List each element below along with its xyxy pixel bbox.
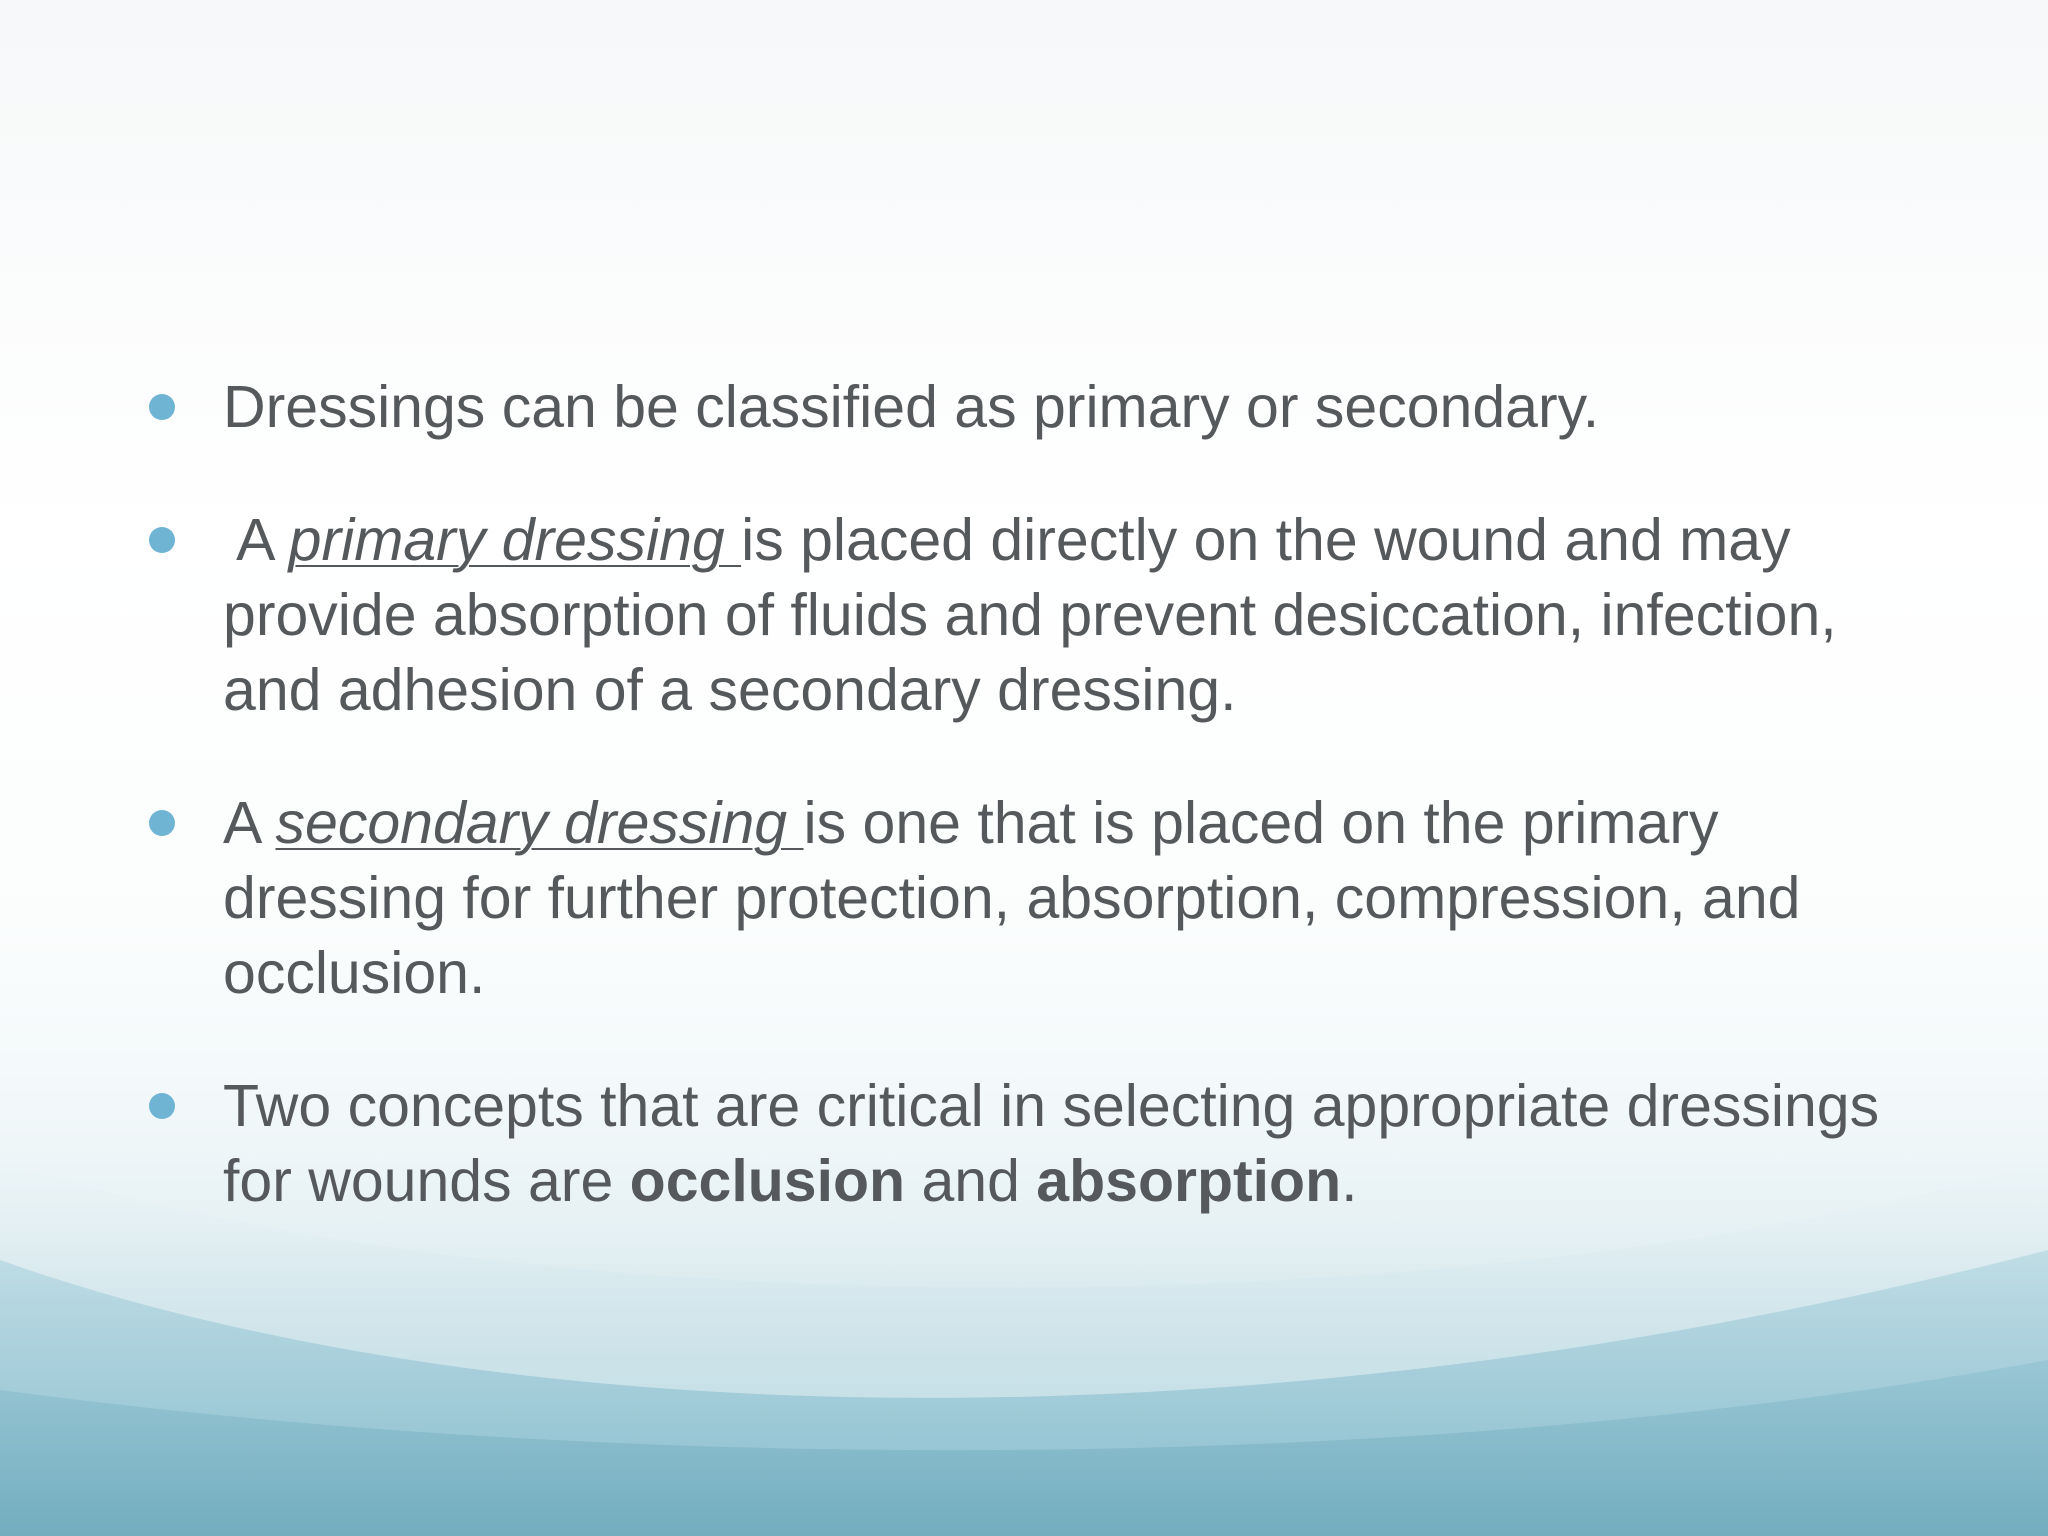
bullet-dot-icon: [149, 527, 175, 553]
bullet-item: [145, 1069, 1925, 1219]
bullet-list: [145, 370, 1925, 1277]
bullet-dot-icon: [149, 1093, 175, 1119]
bullet-item: [145, 370, 1925, 445]
bullet-prefix: A: [223, 507, 289, 573]
bullet-dot-icon: [149, 394, 175, 420]
bullet-dot-icon: [149, 810, 175, 836]
keyword-occlusion: occlusion: [629, 1148, 906, 1214]
bullet-item: [145, 786, 1925, 1011]
bullet-rest: is placed directly on the wound and may provide absorption of fluids and prevent desiccation, infection, and adhesion of a secondary dressing.: [223, 507, 1837, 723]
bullet-prefix: A: [223, 790, 276, 856]
bullet-suffix: .: [1341, 1148, 1358, 1214]
term-primary-dressing: primary dressing: [288, 507, 742, 573]
bullet-item: [145, 503, 1925, 728]
bullet-text: Dressings can be classified as primary or secondary.: [223, 374, 1600, 440]
term-secondary-dressing: secondary dressing: [275, 790, 804, 856]
bullet-middle: and: [905, 1148, 1037, 1214]
bullet-rest: is one that is placed on the primary dressing for further protection, absorption, compression, and occlusion.: [223, 790, 1801, 1006]
keyword-absorption: absorption: [1036, 1148, 1342, 1214]
bullet-prefix: Two concepts that are critical in selecting appropriate dressings for wounds are: [223, 1073, 1880, 1214]
